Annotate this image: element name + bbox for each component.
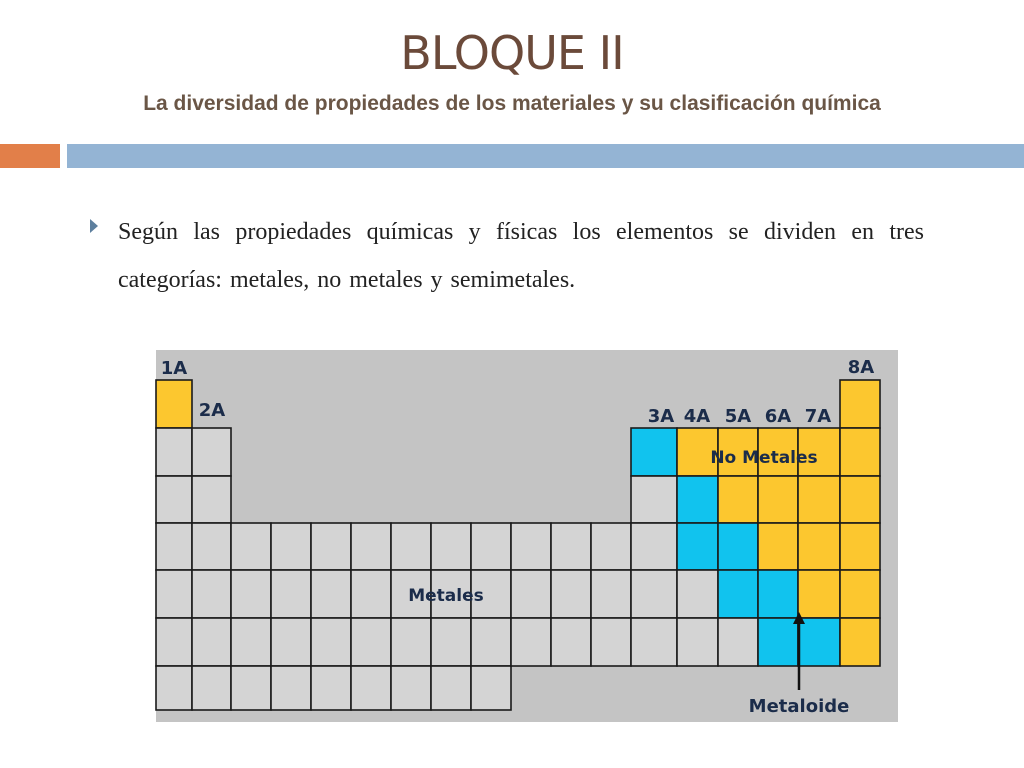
table-margin (150, 350, 156, 722)
periodic-table-figure (150, 350, 900, 727)
element-cell-metal (431, 523, 471, 570)
element-cell-metal (192, 618, 231, 666)
element-cell-metal (231, 666, 271, 710)
element-cell-metal (677, 570, 718, 618)
element-cell-metal (511, 570, 551, 618)
element-cell-metal (391, 666, 431, 710)
group-label-1a: 1A (160, 358, 188, 379)
slide-title: BLOQUE II (400, 26, 624, 80)
element-cell-metal (311, 618, 351, 666)
element-cell-metal (231, 618, 271, 666)
element-cell-metal (718, 618, 758, 666)
element-cell-metalloid (718, 570, 758, 618)
element-cell-nonmetal (798, 570, 840, 618)
element-cell-metalloid (758, 618, 798, 666)
element-cell-metal (551, 618, 591, 666)
element-cell-metal (351, 523, 391, 570)
element-cell-metal (311, 523, 351, 570)
element-cell-nonmetal (798, 523, 840, 570)
accent-bar-left (0, 144, 60, 168)
bullet-arrow-icon (90, 219, 98, 233)
element-cell-metal (431, 666, 471, 710)
element-cell-metal (551, 570, 591, 618)
element-cell-metal (271, 666, 311, 710)
element-cell-nonmetal (798, 476, 840, 523)
element-cell-metal (156, 476, 192, 523)
element-cell-nonmetal (840, 476, 880, 523)
element-cell-metal (156, 618, 192, 666)
element-cell-metalloid (718, 523, 758, 570)
element-cell-metal (551, 523, 591, 570)
element-cell-metal (156, 570, 192, 618)
element-cell-metal (156, 523, 192, 570)
group-label-3a: 3A (647, 406, 675, 427)
group-label-5a: 5A (724, 406, 752, 427)
element-cell-metal (231, 523, 271, 570)
periodic-table-svg (150, 350, 900, 722)
element-cell-metal (351, 570, 391, 618)
element-cell-nonmetal (156, 380, 192, 428)
element-cell-metal (591, 523, 631, 570)
element-cell-nonmetal (718, 476, 758, 523)
element-cell-metal (471, 618, 511, 666)
element-cell-metal (511, 523, 551, 570)
accent-bar-right (67, 144, 1024, 168)
element-cell-metal (391, 523, 431, 570)
element-cell-metal (311, 666, 351, 710)
element-cell-metal (192, 523, 231, 570)
element-cell-metal (677, 618, 718, 666)
bullet-text: Según las propiedades químicas y físicas los elementos se dividen en tres categorías: metales, no metales y semimetales. (118, 219, 924, 293)
group-label-2a: 2A (198, 400, 226, 421)
group-label-6a: 6A (764, 406, 792, 427)
element-cell-metal (631, 570, 677, 618)
element-cell-nonmetal (840, 380, 880, 428)
element-cell-metal (471, 666, 511, 710)
element-cell-metal (192, 476, 231, 523)
element-cell-metalloid (677, 523, 718, 570)
element-cell-metal (591, 618, 631, 666)
element-cell-metal (231, 570, 271, 618)
element-cell-metal (156, 428, 192, 476)
region-label-metals: Metales (408, 586, 484, 606)
element-cell-metal (431, 618, 471, 666)
element-cell-metal (156, 666, 192, 710)
element-cell-metal (391, 618, 431, 666)
element-cell-metal (631, 476, 677, 523)
element-cell-nonmetal (840, 570, 880, 618)
element-cell-metal (511, 618, 551, 666)
region-label-nonmetals: No Metales (710, 448, 818, 468)
group-label-8a: 8A (847, 357, 875, 378)
slide-subtitle: La diversidad de propiedades de los materiales y su clasificación química (143, 92, 881, 115)
element-cell-metal (471, 523, 511, 570)
element-cell-metal (192, 666, 231, 710)
element-cell-nonmetal (840, 428, 880, 476)
element-cell-metalloid (758, 570, 798, 618)
element-cell-metal (271, 523, 311, 570)
group-label-4a: 4A (683, 406, 711, 427)
element-cell-nonmetal (840, 618, 880, 666)
element-cell-metal (351, 618, 391, 666)
element-cell-metalloid (677, 476, 718, 523)
element-cell-metal (631, 523, 677, 570)
element-cell-metal (311, 570, 351, 618)
element-cell-nonmetal (758, 523, 798, 570)
group-label-7a: 7A (804, 406, 832, 427)
element-cell-metal (591, 570, 631, 618)
element-cell-metal (351, 666, 391, 710)
element-cell-metalloid (631, 428, 677, 476)
element-cell-nonmetal (758, 476, 798, 523)
element-cell-metalloid (798, 618, 840, 666)
element-cell-metal (271, 570, 311, 618)
element-cell-nonmetal (840, 523, 880, 570)
region-label-metalloids: Metaloide (748, 696, 850, 717)
element-cell-metal (192, 428, 231, 476)
element-cell-metal (271, 618, 311, 666)
element-cell-metal (631, 618, 677, 666)
element-cell-metal (192, 570, 231, 618)
